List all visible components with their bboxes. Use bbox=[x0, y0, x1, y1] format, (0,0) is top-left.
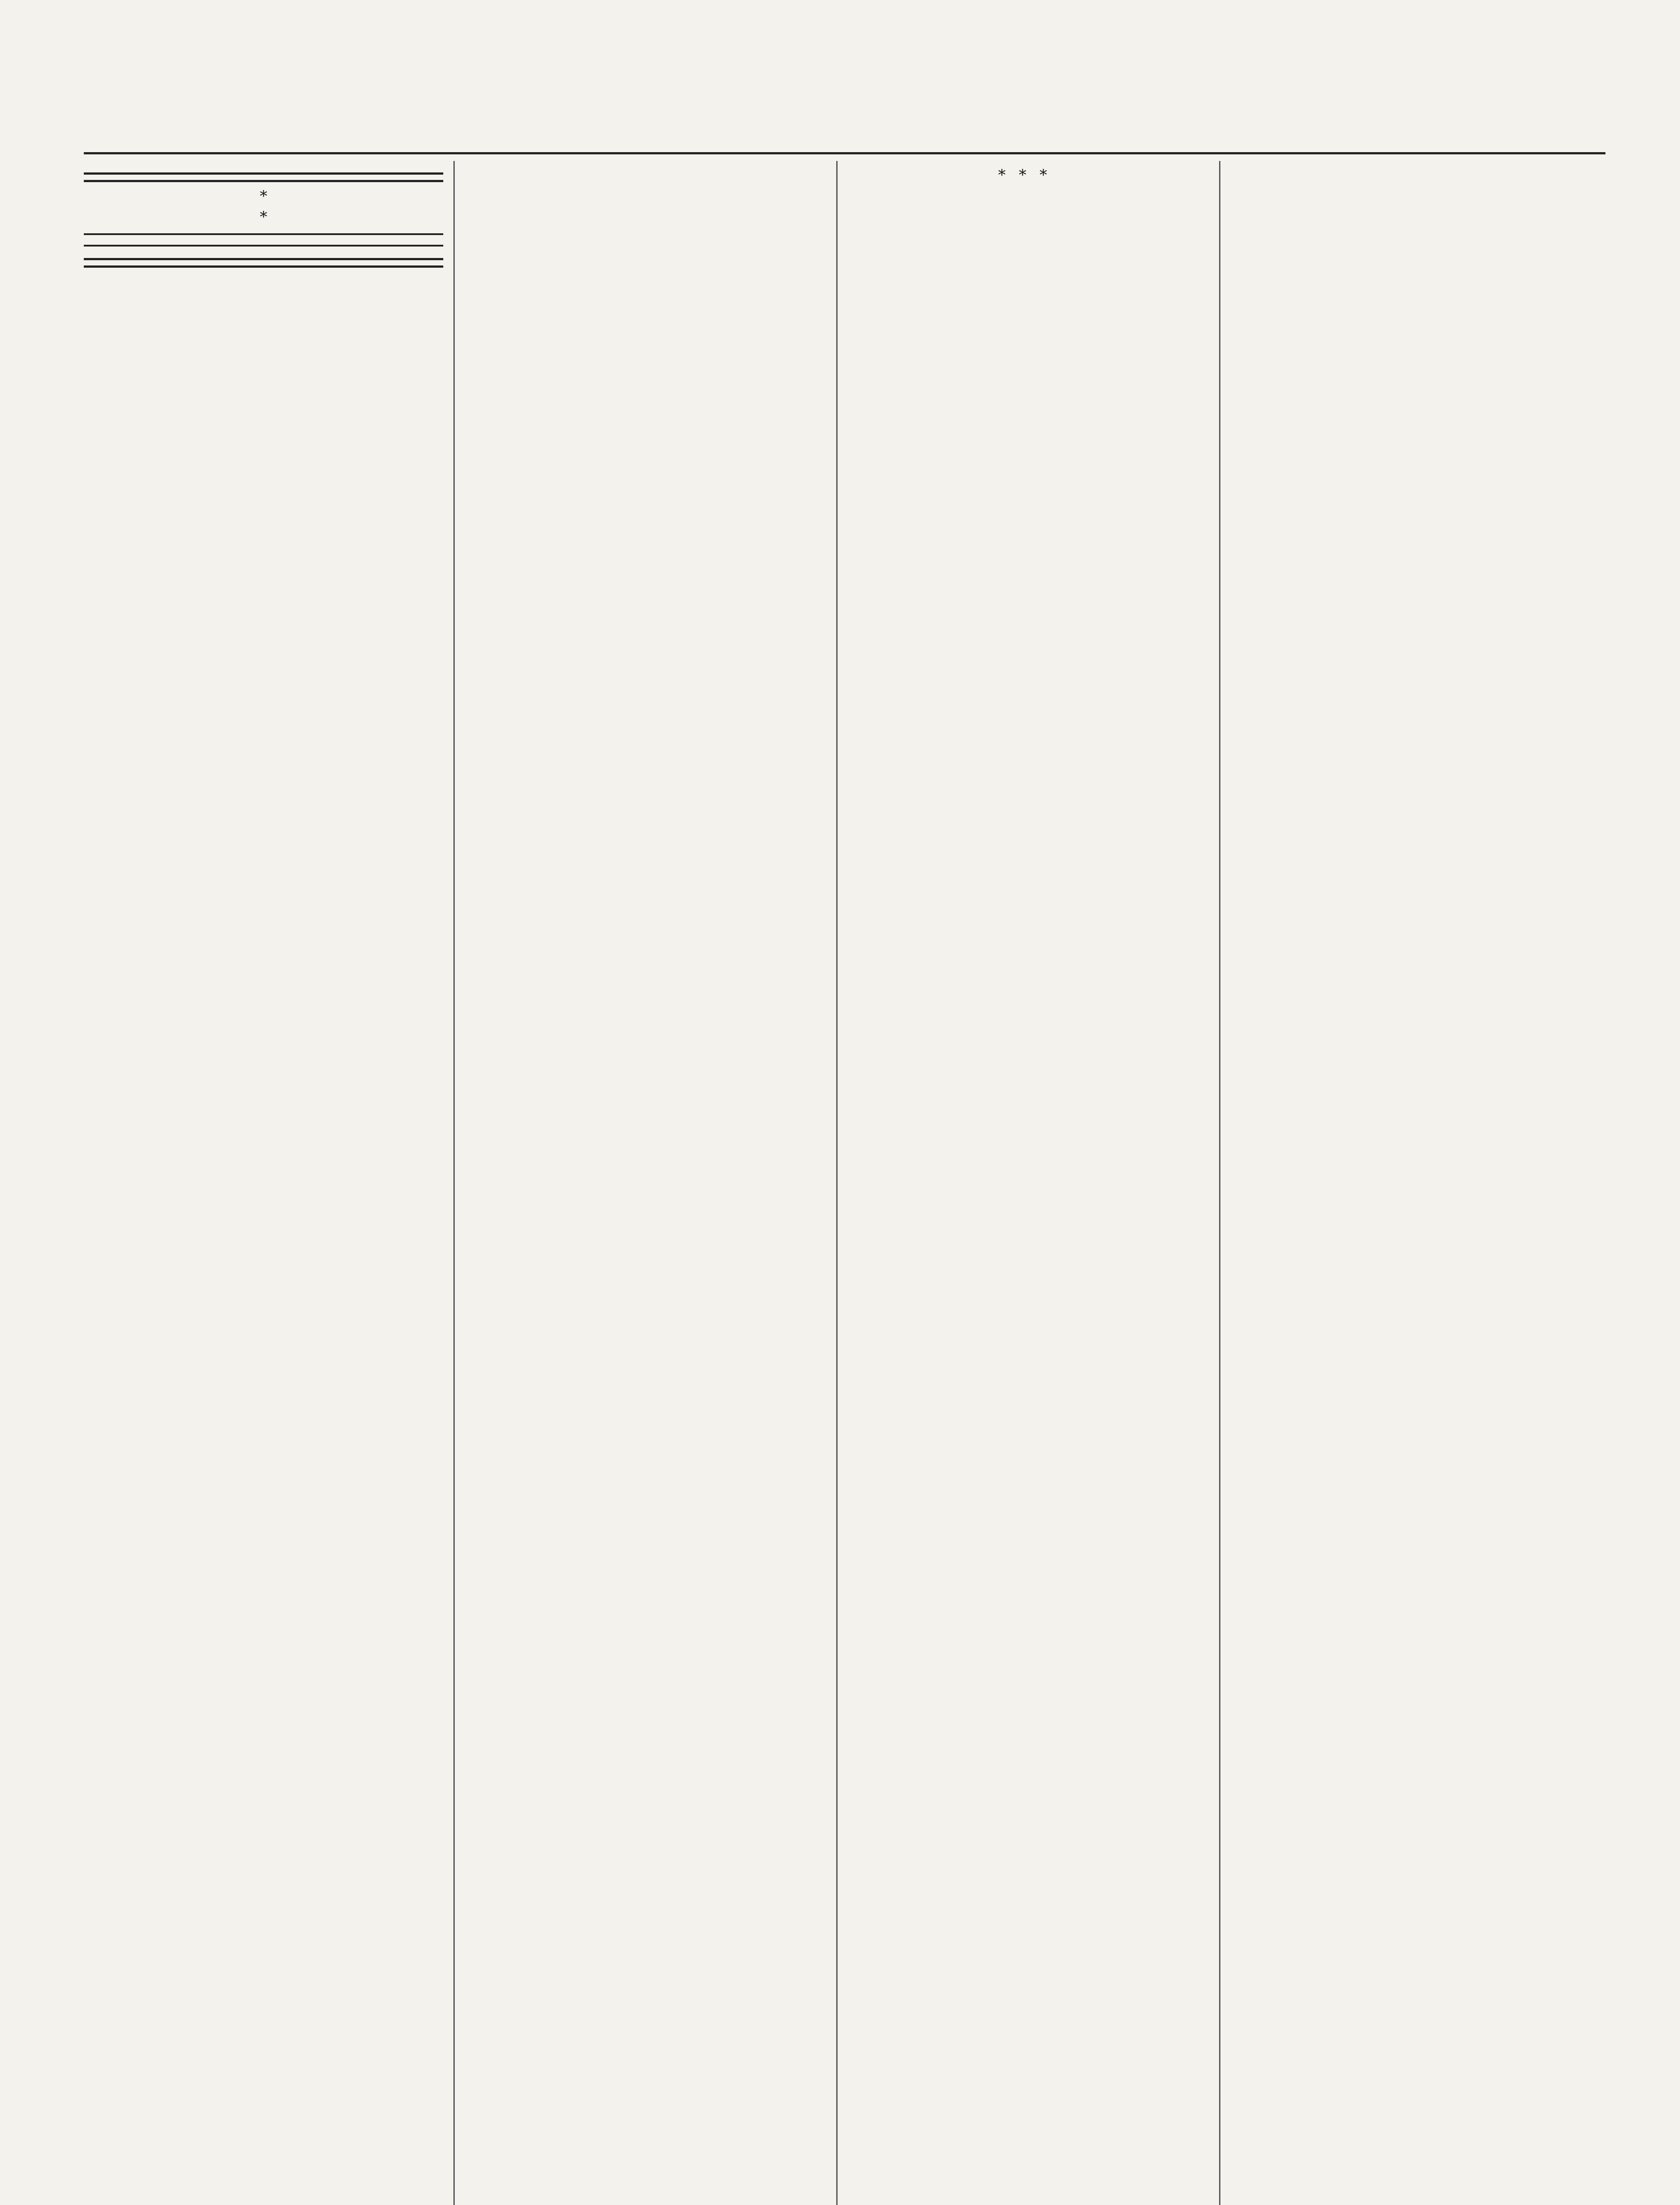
column-2 bbox=[467, 161, 826, 2205]
separator-star: * bbox=[260, 208, 267, 226]
column-rule bbox=[1219, 161, 1220, 2205]
page-header bbox=[84, 112, 1605, 154]
column-4 bbox=[1232, 161, 1592, 2205]
separator-stars: *** bbox=[998, 166, 1060, 184]
section-title-economy bbox=[84, 172, 443, 182]
column-3 bbox=[849, 161, 1209, 2205]
separator-star: * bbox=[260, 187, 267, 205]
column-rule bbox=[453, 161, 455, 2205]
column-1 bbox=[84, 161, 443, 2205]
column-rule bbox=[836, 161, 838, 2205]
section-title-daily-news bbox=[84, 258, 443, 268]
holiday-notice bbox=[84, 233, 443, 247]
